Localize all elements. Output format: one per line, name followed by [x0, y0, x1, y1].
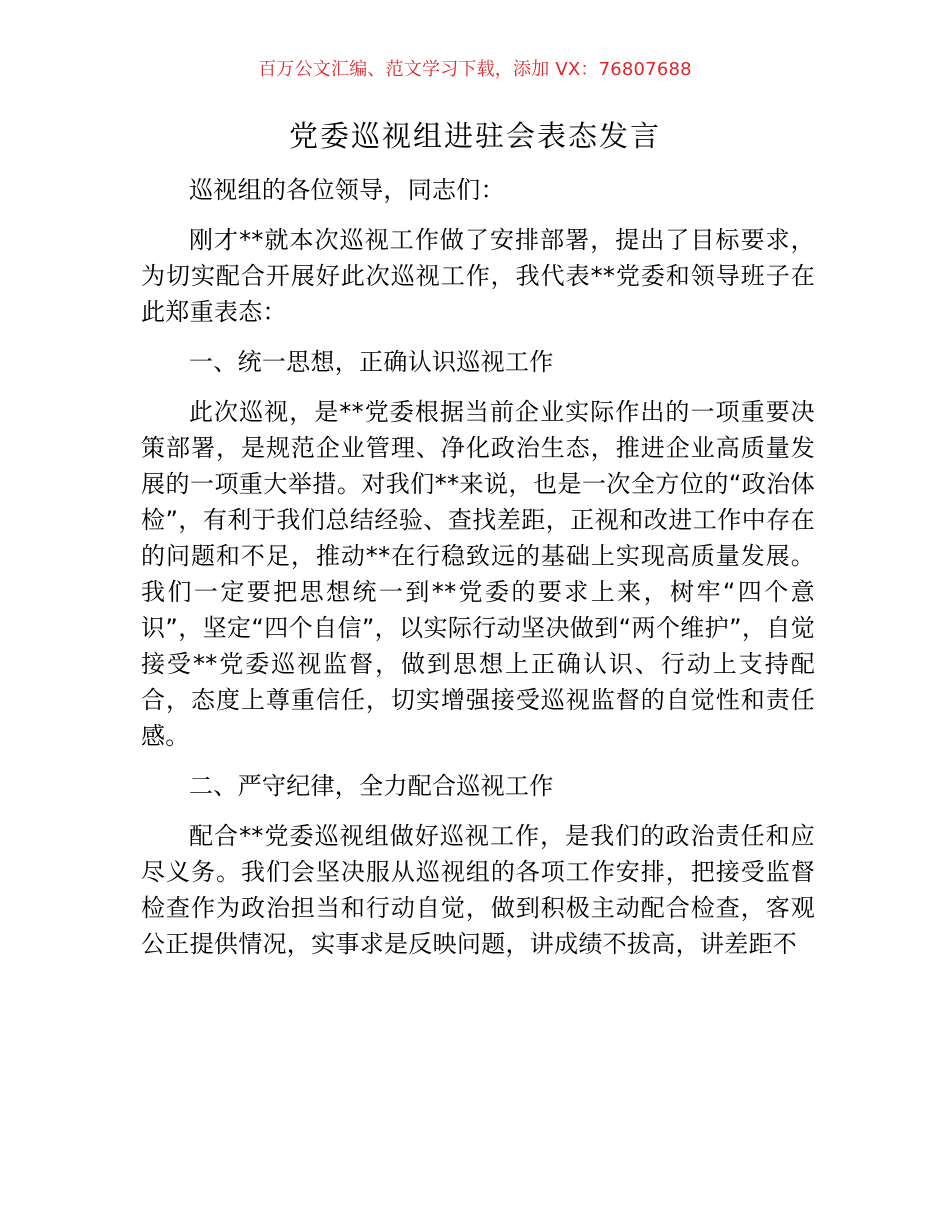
document-body — [141, 172, 815, 976]
section-2-paragraph: 配合**党委巡视组做好巡视工作，是我们的政治责任和应尽义务。我们会坚决服从巡视组的各项工作安排，把接受监督检查作为政治担当和行动自觉，做到积极主动配合检查，客观公正提供情况，实事求是反映问题，讲成绩不拔高，讲差距不 — [141, 822, 815, 958]
salutation: 巡视组的各位领导，同志们： — [189, 176, 505, 204]
section-1-paragraph: 此次巡视，是**党委根据当前企业实际作出的一项重要决策部署，是规范企业管理、净化政治生态，推进企业高质量发展的一项重大举措。对我们**来说，也是一次全方位的“政治体检”，有利于我们总结经验、查找差距，正视和改进工作中存在的问题和不足，推动**在行稳致远的基础上实现高质量发展。我们一定要把思想统一到**党委的要求上来，树牢“四个意识”，坚定“四个自信”，以实际行动坚决做到“两个维护”，自觉接受**党委巡视监督，做到思想上正确认识、行动上支持配合，态度上尊重信任，切实增强接受巡视监督的自觉性和责任感。 — [141, 398, 815, 750]
promo-header: 百万公文汇编、范文学习下载，添加 VX：76807688 — [258, 59, 692, 80]
section-1-heading: 一、统一思想，正确认识巡视工作 — [189, 348, 554, 376]
intro-paragraph: 刚才**就本次巡视工作做了安排部署，提出了目标要求，为切实配合开展好此次巡视工作，我代表**党委和领导班子在此郑重表态： — [141, 226, 815, 326]
section-2-heading: 二、严守纪律，全力配合巡视工作 — [189, 772, 554, 800]
page-title: 党委巡视组进驻会表态发言 — [288, 119, 661, 153]
